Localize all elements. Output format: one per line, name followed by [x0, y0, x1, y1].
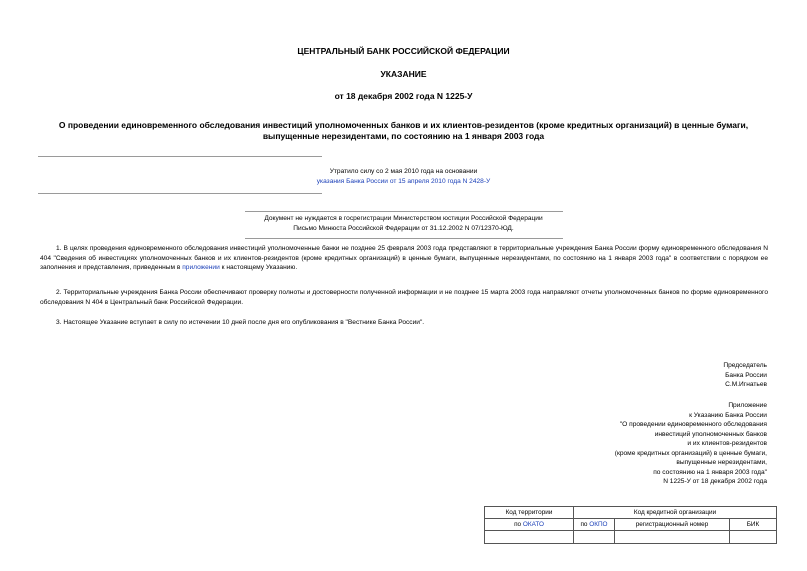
empty-cell: [615, 531, 730, 544]
signature-line-3: С.М.Игнатьев: [725, 381, 767, 388]
appendix-line-7: выпущенные нерезидентами,: [676, 459, 767, 466]
okpo-link[interactable]: ОКПО: [589, 521, 608, 528]
title-line-2: выпущенные нерезидентами, по состоянию на 1 января 2003 года: [262, 131, 545, 141]
divider: [38, 156, 322, 157]
credit-org-code-header: Код кредитной организации: [574, 507, 777, 519]
territory-code-header: Код территории: [485, 507, 574, 519]
signature-line-2: Банка России: [725, 371, 767, 379]
okato-link[interactable]: ОКАТО: [522, 521, 544, 528]
appendix-line-9: N 1225-У от 18 декабря 2002 года: [663, 478, 767, 485]
signature-line-1: Председатель: [723, 362, 767, 369]
empty-cell: [485, 531, 574, 544]
reg-number-cell: регистрационный номер: [615, 519, 730, 531]
bik-cell: БИК: [730, 519, 777, 531]
divider: [245, 211, 563, 212]
okato-cell: [485, 519, 574, 531]
document-title: [0, 120, 807, 142]
appendix-line-6: (кроме кредитных организаций) в ценные бумаги,: [614, 449, 767, 457]
okato-prefix: по: [514, 521, 522, 528]
divider: [245, 238, 563, 239]
appendix-line-2: к Указанию Банка России: [689, 411, 767, 419]
paragraph-3: 3. Настоящее Указание вступает в силу по истечении 10 дней после дня его опубликования в "Вестнике Банка России".: [56, 319, 425, 326]
p1-text-end: к настоящему Указанию.: [219, 264, 298, 271]
empty-cell: [574, 531, 615, 544]
date-number-heading: от 18 декабря 2002 года N 1225-У: [334, 91, 473, 101]
divider: [38, 193, 322, 194]
empty-cell: [730, 531, 777, 544]
registration-line-1: Документ не нуждается в госрегистрации Министерством юстиции Российской Федерации: [264, 215, 543, 222]
okpo-prefix: по: [580, 521, 588, 528]
doc-type-heading: УКАЗАНИЕ: [380, 69, 427, 79]
paragraph-1: [40, 244, 768, 273]
bank-code-table: [484, 506, 777, 544]
appendix-line-3: "О проведении единовременного обследования: [619, 421, 767, 428]
lost-force-notice: [0, 167, 807, 187]
registration-line-2: Письмо Минюста Российской Федерации от 31.12.2002 N 07/12370-ЮД.: [293, 225, 514, 232]
lost-force-link[interactable]: указания Банка России от 15 апреля 2010 года N 2428-У: [316, 178, 491, 185]
org-heading: ЦЕНТРАЛЬНЫЙ БАНК РОССИЙСКОЙ ФЕДЕРАЦИИ: [297, 46, 510, 56]
signature-block: [723, 361, 767, 390]
registration-note: [0, 214, 807, 234]
appendix-line-5: и их клиентов-резидентов: [687, 440, 767, 447]
appendix-block: [615, 401, 767, 487]
appendix-line-8: по состоянию на 1 января 2003 года": [653, 468, 767, 476]
lost-force-text: Утратило силу со 2 мая 2010 года на основании: [329, 168, 478, 175]
okpo-cell: [574, 519, 615, 531]
appendix-line-1: Приложение: [728, 402, 767, 409]
title-line-1: О проведении единовременного обследования инвестиций уполномоченных банков и их клиентов-резидентов (кроме кредитных организаций) в ценные бумаги,: [58, 120, 749, 130]
p1-text-start: 1. В целях проведения единовременного обследования инвестиций уполномоченные банки не позднее 25 февраля 2003 года представляют в территориальные учреждения Банка России форму единовременного обследования N 404 "Сведения об инвестициях уполномоченных банков и их клиентов-резидентов (кроме кредитных организаций) в ценные бумаги, выпущенные нерезидентами, по состоянию на 1 января 2003 года" в соответствии с порядком ее заполнения и представления, приведенным в: [40, 245, 768, 271]
appendix-link[interactable]: приложении: [182, 264, 220, 271]
appendix-line-4: инвестиций уполномоченных банков: [654, 430, 767, 438]
paragraph-2: 2. Территориальные учреждения Банка России обеспечивают проверку полноты и достоверности полученной информации и не позднее 15 марта 2003 года направляют отчеты уполномоченных банков по форме единовременного обследования N 404 в Центральный банк Российской Федерации.: [40, 289, 768, 306]
